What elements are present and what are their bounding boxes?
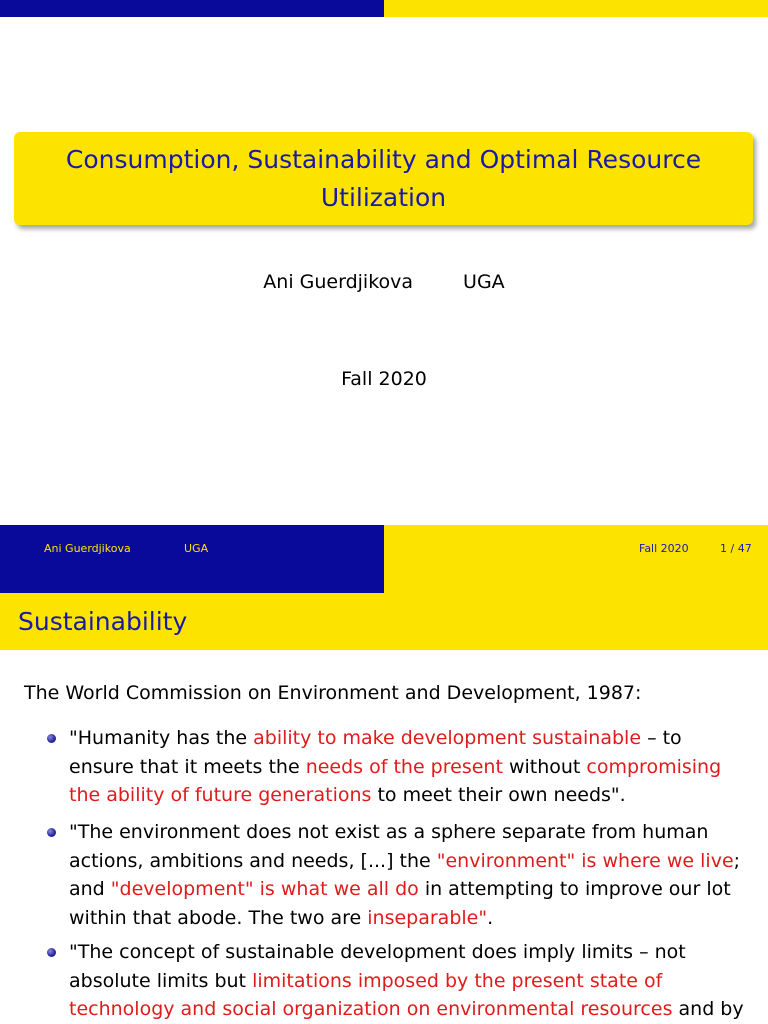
author-line xyxy=(0,271,768,293)
bullet-text: "Humanity has the xyxy=(69,727,254,749)
bullet-text: without xyxy=(502,755,587,778)
bullet-text: – to ensure that it meets the xyxy=(69,727,682,778)
presentation-date: Fall 2020 xyxy=(341,368,427,390)
bullet-text: and by xyxy=(672,998,744,1021)
bullet-highlight: ability to make development sustainable xyxy=(253,727,642,749)
bullet-item xyxy=(69,724,749,810)
bullet-highlight: "development" is what we all do xyxy=(110,878,419,901)
bullet-item xyxy=(69,818,749,933)
top-color-bar xyxy=(0,0,768,17)
footer-blue-panel xyxy=(0,525,384,593)
bullet-text: in attempting to improve our lot within that abode. The two are xyxy=(69,878,731,930)
bullet-text: . xyxy=(487,907,494,930)
bullet-icon xyxy=(47,828,56,837)
footer-author: Ani Guerdjikova xyxy=(44,542,131,555)
bullet-highlight: limitations imposed by the present state of technology and social organization on environmental resources xyxy=(69,969,673,1021)
institution: UGA xyxy=(463,271,505,293)
bullet-icon xyxy=(47,948,56,957)
author-name: Ani Guerdjikova xyxy=(263,271,414,293)
intro-text: The World Commission on Environment and Development, 1987: xyxy=(24,682,642,704)
bullet-text: ; and xyxy=(69,849,741,901)
bullet-highlight: "environment" is where we live xyxy=(436,849,734,872)
top-bar-blue xyxy=(0,0,384,17)
slide-footer xyxy=(0,525,768,593)
bullet-icon xyxy=(47,734,56,743)
bullet-text: "The concept of sustainable development does imply limits – not absolute limits but xyxy=(69,941,686,992)
bullet-highlight: compromising the ability of future generations xyxy=(69,755,722,807)
presentation-title: Consumption, Sustainability and Optimal Resource Utilization xyxy=(65,144,702,212)
top-bar-yellow xyxy=(384,0,768,17)
bullet-highlight: inseparable" xyxy=(367,907,488,930)
sustainability-slide xyxy=(0,593,768,1024)
frame-title: Sustainability xyxy=(0,593,768,650)
bullet-highlight: needs of the present xyxy=(305,755,503,778)
footer-yellow-panel xyxy=(384,525,768,593)
bullet-text: "The environment does not exist as a sphere separate from human actions, ambitions and needs, [...] the xyxy=(69,821,709,872)
footer-institution: UGA xyxy=(184,542,209,555)
bullet-text: to meet their own needs". xyxy=(371,784,626,807)
title-box xyxy=(14,132,753,225)
footer-page-number: 1 / 47 xyxy=(720,542,752,555)
bullet-item xyxy=(69,938,749,1024)
footer-date: Fall 2020 xyxy=(639,542,689,555)
